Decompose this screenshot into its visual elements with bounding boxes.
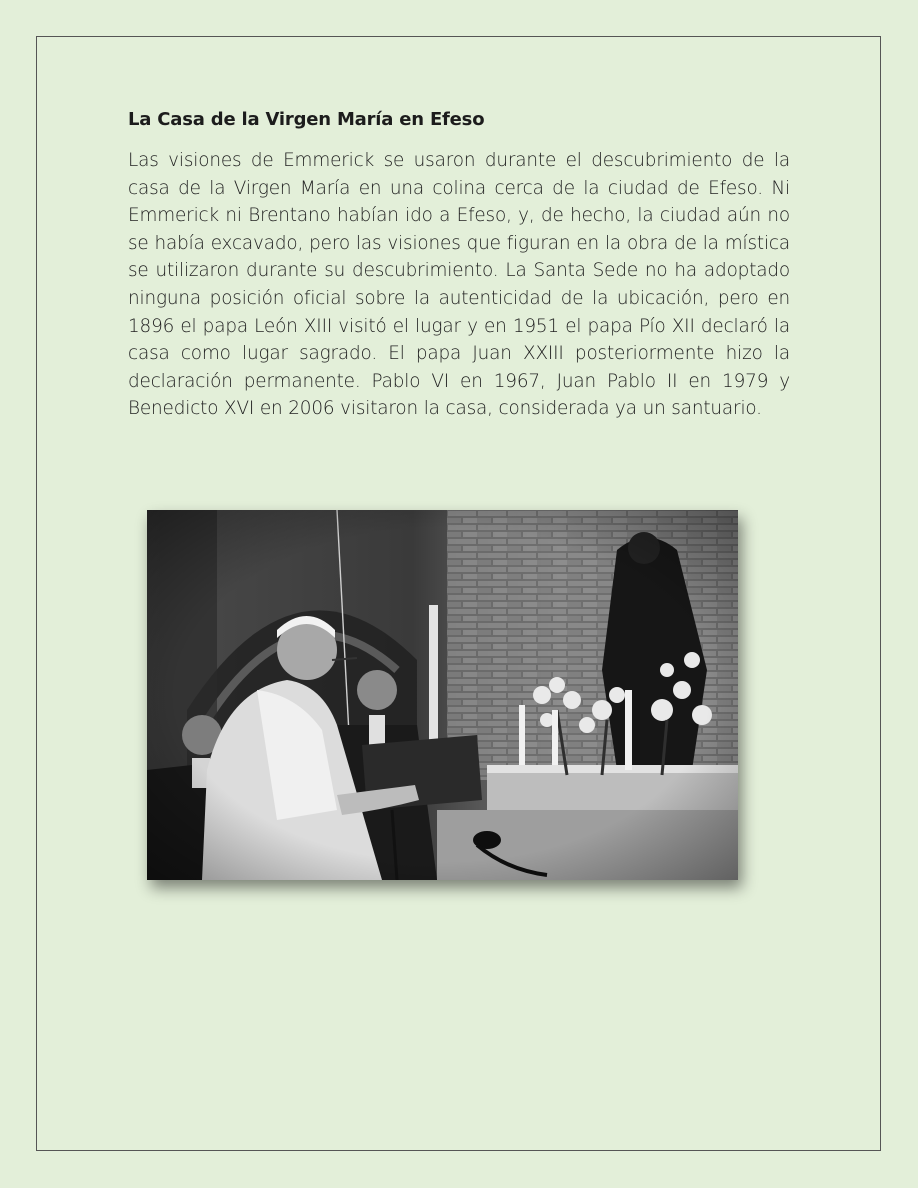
body-paragraph: Las visiones de Emmerick se usaron durante el descubrimiento de la casa de la Virgen María en una colina cerca de la ciudad de Efeso. Ni Emmerick ni Brentano habían ido a Efeso, y, de hecho, la ciudad aún no se había excavado, pero las visiones que figuran en la obra de la mística se utilizaron durante su descubrimiento. La Santa Sede no ha adoptado ninguna posición oficial sobre la autenticidad de la ubicación, pero en 1896 el papa León XIII visitó el lugar y en 1951 el papa Pío XII declaró la casa como lugar sagrado. El papa Juan XXIII posteriormente hizo la declaración permanente. Pablo VI en 1967, Juan Pablo II en 1979 y Benedicto XVI en 2006 visitaron la casa, considerada ya un santuario. bbox=[128, 150, 790, 420]
photo-illustration bbox=[147, 510, 738, 880]
section-heading: La Casa de la Virgen María en Efeso bbox=[128, 109, 485, 130]
bw-photograph bbox=[147, 510, 738, 880]
